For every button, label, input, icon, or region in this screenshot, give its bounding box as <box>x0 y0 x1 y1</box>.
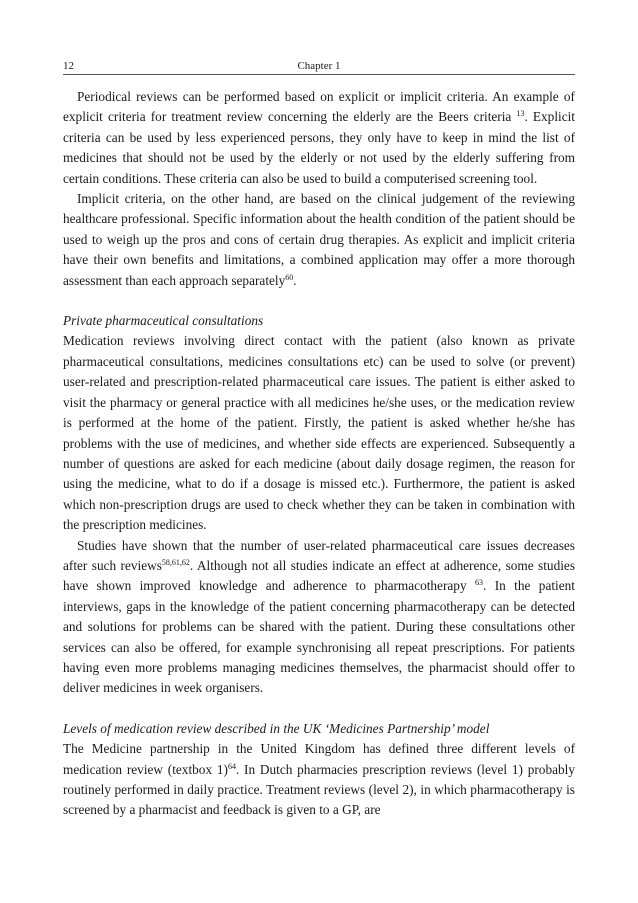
section-heading-levels: Levels of medication review described in the UK ‘Medicines Partnership’ model <box>63 720 490 736</box>
citation-ref: 64 <box>227 761 236 771</box>
paragraph-medicine-partnership <box>63 739 575 821</box>
running-header <box>63 58 575 75</box>
text-run: . Explicit criteria can be used by less experienced persons, they only have to keep in mind the list of medicines that should not be used by the elderly or not used by the elderly suffering from certain conditions. These criteria can also be used to build a computerised screening tool. <box>63 109 575 186</box>
text-run: Studies have shown that the number of user-related pharmaceutical care issues decreases after such reviews <box>63 537 575 573</box>
section-heading-private-consultations: Private pharmaceutical consultations <box>63 313 264 329</box>
text-run: . Although not all studies indicate an effect at adherence, some studies have shown improved knowledge and adherence to pharmacotherapy <box>63 557 575 594</box>
text-run: Implicit criteria, on the other hand, are based on the clinical judgement of the reviewing healthcare professional. Specific information about the health condition of the patient should be used to weigh up the pros and cons of certain drug therapies. As explicit and implicit criteria have their own benefits and limitations, a combined application may offer a more thorough assessment than each approach separately <box>63 191 575 288</box>
citation-ref: 60 <box>285 272 294 282</box>
document-page <box>63 58 575 821</box>
citation-ref: 63 <box>474 578 483 588</box>
body-text <box>63 87 575 821</box>
citation-ref: 58,61,62 <box>161 557 190 567</box>
paragraph-studies <box>63 536 575 699</box>
text-run: . In Dutch pharmacies prescription reviews (level 1) probably routinely performed in daily practice. Treatment reviews (level 2), in which pharmacotherapy is screened by a pharmacist and feedback is given to a GP, are <box>63 761 575 818</box>
text-run: The Medicine partnership in the United Kingdom has defined three different levels of medication review (textbox 1) <box>63 741 575 777</box>
text-run: Periodical reviews can be performed based on explicit or implicit criteria. An example of explicit criteria for treatment review concerning the elderly are the Beers criteria <box>63 89 575 125</box>
citation-ref: 13 <box>516 109 525 119</box>
paragraph-medication-reviews: Medication reviews involving direct contact with the patient (also known as private pharmaceutical consultations, medicines consultations etc) can be used to solve (or prevent) user-related and prescription-related pharmaceutical care issues. The patient is either asked to visit the pharmacy or general practice with all medicines he/she uses, or the medication review is performed at the home of the patient. Firstly, the patient is asked whether he/she has problems with the use of medicines, and whether side effects are experienced. Subsequently a number of questions are asked for each medicine (about daily dosage regimen, the reason for using the medicine, what to do if a dosage is missed etc.). Furthermore, the patient is asked which non-prescription drugs are used to check whether they can be taken in combination with the prescription medicines. <box>63 333 575 533</box>
paragraph-explicit-criteria <box>63 87 575 189</box>
paragraph-implicit-criteria <box>63 189 575 291</box>
text-run: . <box>293 272 297 288</box>
text-run: . In the patient interviews, gaps in the knowledge of the patient concerning pharmacotherapy can be detected and solutions for problems can be shared with the patient. During these consultations other services can also be offered, for example synchronising all repeat prescriptions. For patients having even more problems managing medicines themselves, the pharmacist should offer to deliver medicines in week organisers. <box>63 578 575 696</box>
chapter-title: Chapter 1 <box>297 60 341 72</box>
page-number: 12 <box>63 60 74 72</box>
